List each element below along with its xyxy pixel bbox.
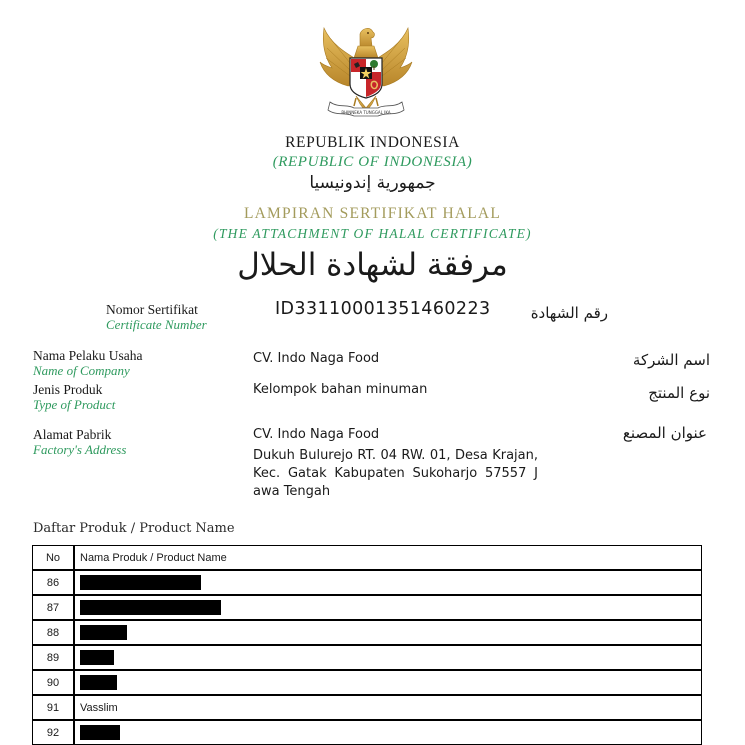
factory-address-label [33, 427, 126, 457]
column-header-no: No [33, 546, 75, 571]
product-number: 92 [33, 720, 75, 745]
product-name-redacted [74, 670, 702, 695]
product-number: 87 [33, 595, 75, 620]
table-row [33, 595, 702, 620]
product-name-redacted [74, 620, 702, 645]
factory-address-label-ar: عنوان المصنع [622, 424, 707, 442]
product-number: 91 [33, 695, 75, 720]
certificate-number: ID33110001351460223 [275, 299, 491, 319]
country-title-ar: جمهورية إندونيسيا [309, 173, 436, 193]
factory-address-label-id: Alamat Pabrik [33, 427, 112, 442]
product-table [32, 545, 702, 745]
redaction-bar [80, 675, 117, 690]
product-name-redacted [74, 570, 702, 595]
company-label-ar: اسم الشركة [632, 351, 710, 369]
product-type-label-en: Type of Product [33, 397, 116, 412]
factory-address-label-en: Factory's Address [33, 442, 127, 457]
product-number: 88 [33, 620, 75, 645]
product-name-redacted [74, 595, 702, 620]
document-title-en: (THE ATTACHMENT OF HALAL CERTIFICATE) [213, 226, 532, 241]
product-type-label [33, 382, 115, 412]
table-row [33, 695, 702, 720]
garuda-emblem-icon [318, 24, 414, 124]
product-number: 90 [33, 670, 75, 695]
table-header-row [33, 546, 702, 571]
country-title: REPUBLIK INDONESIA [285, 134, 460, 151]
table-row [33, 670, 702, 695]
column-header-product-name: Nama Produk / Product Name [74, 546, 702, 571]
redaction-bar [80, 600, 221, 615]
certificate-number-label-en: Certificate Number [106, 317, 207, 332]
company-label [33, 348, 142, 378]
product-number: 86 [33, 570, 75, 595]
factory-address-value: Dukuh Bulurejo RT. 04 RW. 01, Desa Krajan, Kec. Gatak Kabupaten Sukoharjo 57557 J awa Tengah [253, 448, 538, 499]
product-name-redacted [74, 645, 702, 670]
product-type-value: Kelompok bahan minuman [253, 382, 428, 397]
redaction-bar [80, 625, 127, 640]
table-row [33, 570, 702, 595]
product-name: Vasslim [74, 695, 702, 720]
product-number: 89 [33, 645, 75, 670]
document-title: LAMPIRAN SERTIFIKAT HALAL [244, 205, 501, 222]
table-row [33, 620, 702, 645]
redaction-bar [80, 650, 114, 665]
svg-text:BHINNEKA TUNGGAL IKA: BHINNEKA TUNGGAL IKA [341, 110, 391, 115]
certificate-number-label-ar: رقم الشهادة [530, 304, 608, 322]
product-type-label-id: Jenis Produk [33, 382, 103, 397]
company-label-en: Name of Company [33, 363, 130, 378]
redaction-bar [80, 725, 120, 740]
redaction-bar [80, 575, 201, 590]
certificate-number-label-id: Nomor Sertifikat [106, 302, 198, 317]
company-label-id: Nama Pelaku Usaha [33, 348, 143, 363]
country-title-en: (REPUBLIC OF INDONESIA) [272, 154, 473, 170]
factory-name-value: CV. Indo Naga Food [253, 427, 380, 442]
product-list-title: Daftar Produk / Product Name [33, 521, 235, 536]
table-row [33, 645, 702, 670]
product-type-label-ar: نوع المنتج [648, 384, 710, 402]
company-value: CV. Indo Naga Food [253, 351, 380, 366]
document-title-ar: مرفقة لشهادة الحلال [237, 247, 508, 283]
certificate-number-label [106, 302, 207, 332]
